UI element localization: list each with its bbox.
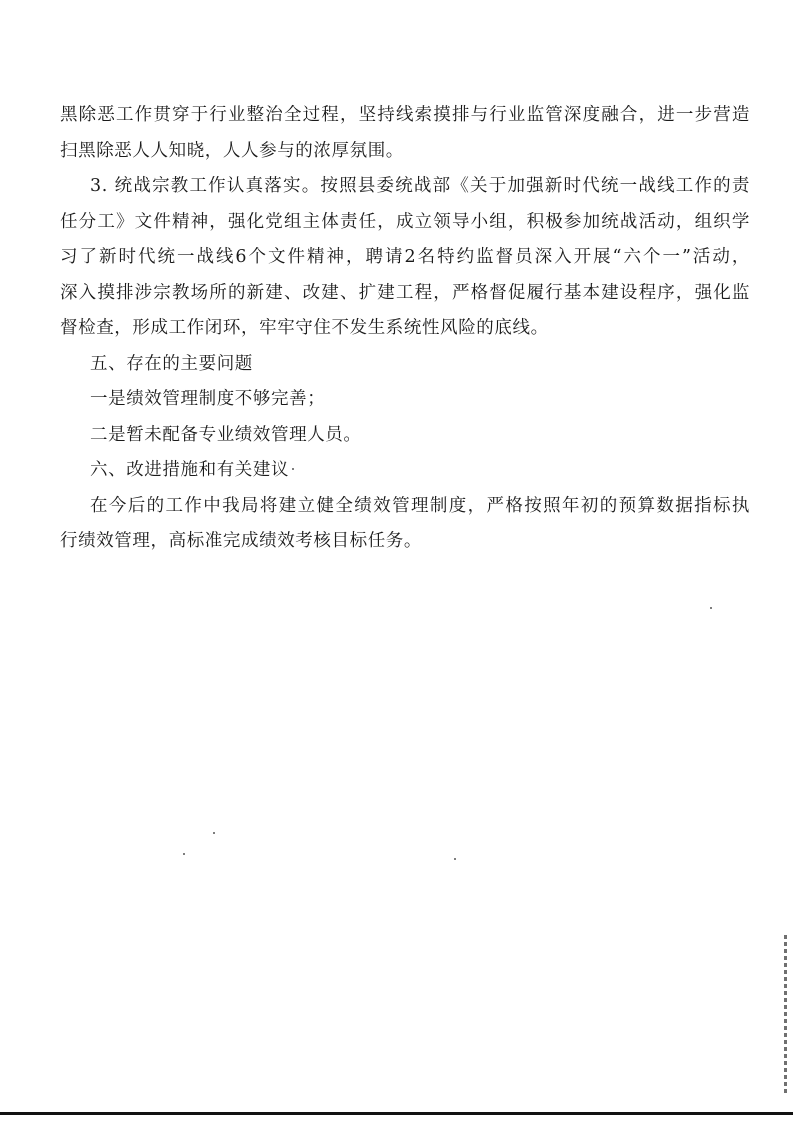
section-heading-problems: 五、存在的主要问题 <box>90 353 253 374</box>
page-bottom-rule <box>0 1112 793 1115</box>
section-heading-suggestions: 六、改进措施和有关建议 <box>90 460 290 480</box>
paragraph-united-front <box>60 169 750 347</box>
scan-edge-artifact <box>784 935 787 1095</box>
scan-speck <box>454 858 456 860</box>
text-line: 习了新时代统一战线6个文件精神，聘请2名特约监督员深入开展“六个一”活动， <box>60 247 750 267</box>
issue-item: 一是绩效管理制度不够完善； <box>90 389 326 409</box>
scan-speck <box>213 832 215 834</box>
text-line: 任分工》文件精神，强化党组主体责任，成立领导小组，积极参加统战活动，组织学 <box>60 211 750 232</box>
issue-item: 二是暂未配备专业绩效管理人员。 <box>90 424 362 445</box>
scan-speck <box>710 607 712 609</box>
scan-speck <box>292 468 294 470</box>
document-body <box>60 98 750 560</box>
scan-speck <box>183 853 185 855</box>
text-line: 扫黑除恶人人知晓，人人参与的浓厚氛围。 <box>60 140 404 161</box>
paragraph-suggestions <box>60 489 750 560</box>
text-line: 黑除恶工作贯穿于行业整治全过程，坚持线索摸排与行业监管深度融合，进一步营造 <box>60 105 750 125</box>
text-line: 督检查，形成工作闭环，牢牢守住不发生系统性风险的底线。 <box>60 318 549 338</box>
text-line: 行绩效管理，高标准完成绩效考核目标任务。 <box>60 531 422 551</box>
text-line: 深入摸排涉宗教场所的新建、改建、扩建工程，严格督促履行基本建设程序，强化监 <box>60 282 750 303</box>
paragraph-anti-crime <box>60 98 750 169</box>
text-line: 3. 统战宗教工作认真落实。按照县委统战部《关于加强新时代统一战线工作的责 <box>90 176 750 196</box>
text-line: 在今后的工作中我局将建立健全绩效管理制度，严格按照年初的预算数据指标执 <box>90 495 750 516</box>
